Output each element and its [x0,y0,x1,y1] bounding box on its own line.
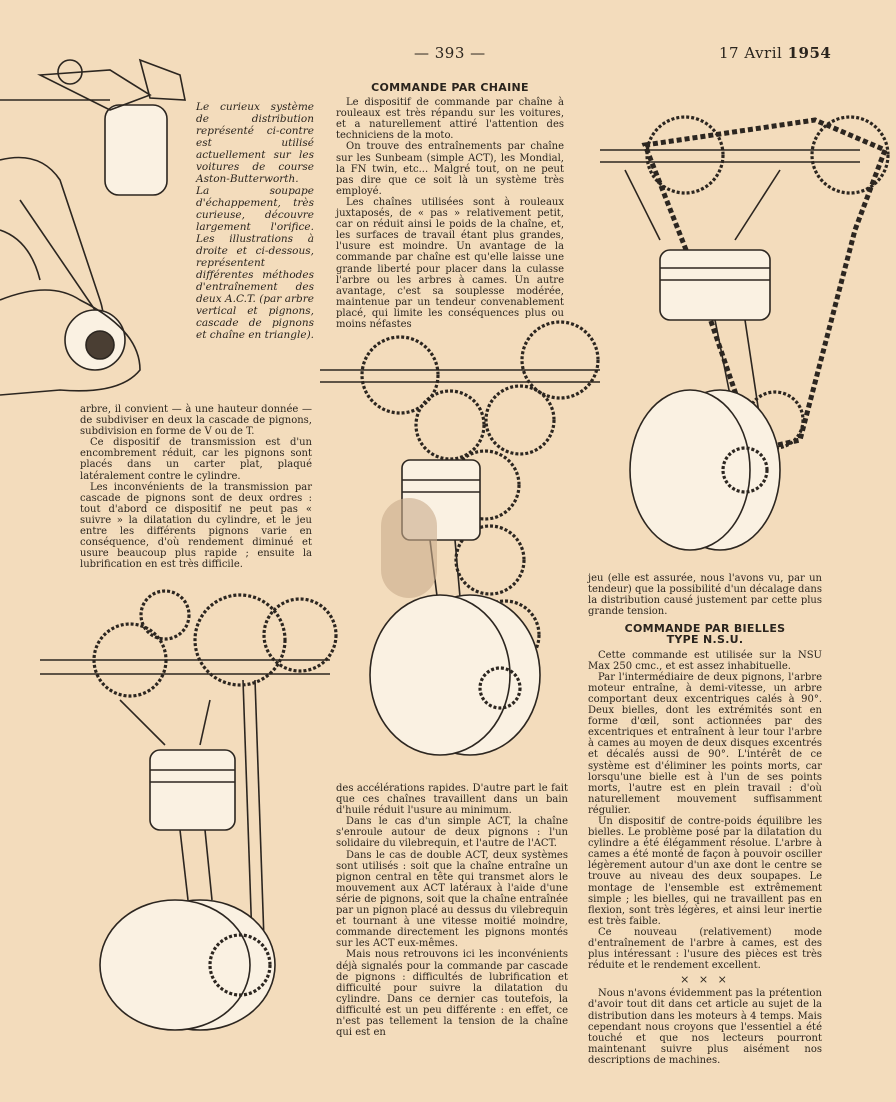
middle-column [336,783,568,1038]
chain-section [336,82,564,330]
right-paragraph: Par l'intermédiaire de deux pignons, l'arbre moteur entraîne, à demi-vitesse, un arbre comportant deux excentriques calés à 90°. Deux bielles, dont les extrémités sont en forme d'œil, sont actionnées par des excentriques et entraînent à leur tour l'arbre à cames au moyen de deux disques excentrés et décalés aussi de 90°. L'intérêt de ce système est d'éliminer les points morts, car lorsqu'une bielle est à l'un de ses points morts, l'autre est en plein travail : d'où naturellement mouvement suffisamment régulier. [588,671,822,816]
closing-paragraph: Nous n'avons évidemment pas la prétention d'avoir tout dit dans cet article au sujet de la distribution dans les moteurs à 4 temps. Mais cependant nous croyons que l'essentiel a été touché et que nos lecteurs pourront maintenant suivre plus aisément nos descriptions de machines. [588,988,822,1066]
right-paragraph: Cette commande est utilisée sur la NSU Max 250 cmc., et est assez inhabituelle. [588,649,822,672]
middle-paragraph: Dans le cas de double ACT, deux systèmes sont utilisés : soit que la chaîne entraîne un pignon central en tête qui transmet alors le mouvement aux ACT latéraux à l'aide d'une série de pignons, soit que la chaîne entraînée par un pignon placé au dessus du vilebrequin et tournant à une vitesse moitié moindre, commande directement les pignons montés sur les ACT eux-mêmes. [336,849,568,950]
cascade-pinions-drawing [320,322,600,755]
right-column [588,573,822,1066]
aston-butterworth-valve-drawing [0,60,185,395]
bielles-heading: COMMANDE PAR BIELLES [624,622,786,636]
left-paragraph: Les inconvénients de la transmission par cascade de pignons sont de deux ordres : tout d'abord ce dispositif ne peut pas « suivre » la dilatation du cylindre, et le jeu entre les différents pignons varie en conséquence, d'où rendement diminué et usure beaucoup plus rapide ; ensuite la lubrification en est très difficile. [80,481,312,571]
nsu-heading: TYPE N.S.U. [666,633,744,647]
author-photo-watermark [381,498,437,598]
right-paragraph: Un dispositif de contre-poids équilibre les bielles. Le problème posé par la dilatation du cylindre a été élégamment résolue. L'arbre à cames a été monté de façon à pouvoir osciller légèrement autour d'un axe dont le centre se trouve au niveau des deux soupapes. Le montage de l'ensemble est extrêmement simple ; les bielles, qui ne travaillent pas en flexion, sont très légères, et ainsi leur inertie est très faible. [588,815,822,927]
chain-section-heading: COMMANDE PAR CHAINE [371,81,529,94]
chain-paragraph: Les chaînes utilisées sont à rouleaux juxtaposés, de « pas » relativement petit, car on réduit ainsi le poids de la chaîne, et, les surfaces de travail étant plus grandes, l'usure est moindre. Un avantage de la commande par chaîne est qu'elle laisse une grande liberté pour placer dans la culasse l'arbre ou les arbres à cames. Un autre avantage, c'est sa souplesse modérée, maintenue par un tendeur convenablement placé, qui limite les conséquences plus ou moins néfastes [336,196,564,330]
page-number: — 393 — [414,44,486,62]
illustration-caption: Le curieux système de distribution représenté ci-contre est utilisé actuellement sur les voitures de course Aston-Butterworth. La soupape d'échappement, très curieuse, découvre largement l'orifice. Les illustrations à droite et ci-dessous, représentent différentes méthodes d'entraînement des deux A.C.T. (par arbre vertical et pignons, cascade de pignons et chaîne en triangle). [196,101,315,341]
right-continuation: jeu (elle est assurée, nous l'avons vu, par un tendeur) que la possibilité d'un décalage dans la distribution causé justement par cette plus grande tension. [588,573,822,618]
chain-triangle-drawing [600,117,888,550]
chain-paragraph: On trouve des entraînements par chaîne sur les Sunbeam (simple ACT), les Mondial, la FN twin, etc... Malgré tout, on ne peut pas dire que ce soit là un système très employé. [336,141,564,197]
vertical-shaft-drawing [40,591,336,1030]
middle-paragraph: des accélérations rapides. D'autre part le fait que ces chaînes travaillent dans un bain d'huile réduit l'usure au minimum. [336,783,568,817]
chain-paragraph: Le dispositif de commande par chaîne à rouleaux est très répandu sur les voitures, et a naturellement attiré l'attention des techniciens de la moto. [336,97,564,142]
date-year: 1954 [787,44,832,62]
left-column [80,404,312,570]
issue-date [719,44,831,62]
left-paragraph: arbre, il convient — à une hauteur donnée — de subdiviser en deux la cascade de pignons, subdivision en forme de V ou de T. [80,404,312,438]
middle-paragraph: Mais nous retrouvons ici les inconvénients déjà signalés pour la commande par cascade de pignons : difficultés de lubrification et difficulté pour suivre la dilatation du cylindre. Dans ce dernier cas toutefois, la difficulté est un peu différente : en effet, ce n'est pas tellement la tension de la chaîne qui est en [336,949,568,1039]
left-paragraph: Ce dispositif de transmission est d'un encombrement réduit, car les pignons sont placés dans un carter plat, plaqué latéralement contre le cylindre. [80,437,312,482]
date-prefix: 17 Avril [719,44,783,62]
right-paragraph: Ce nouveau (relativement) mode d'entraînement de l'arbre à cames, est des plus intéressant : l'usure des pièces est très réduite et le rendement excellent. [588,926,822,972]
middle-paragraph: Dans le cas d'un simple ACT, la chaîne s'enroule autour de deux pignons : l'un solidaire du vilebrequin, et l'autre de l'ACT. [336,816,568,850]
section-separator: × × × [680,973,730,987]
